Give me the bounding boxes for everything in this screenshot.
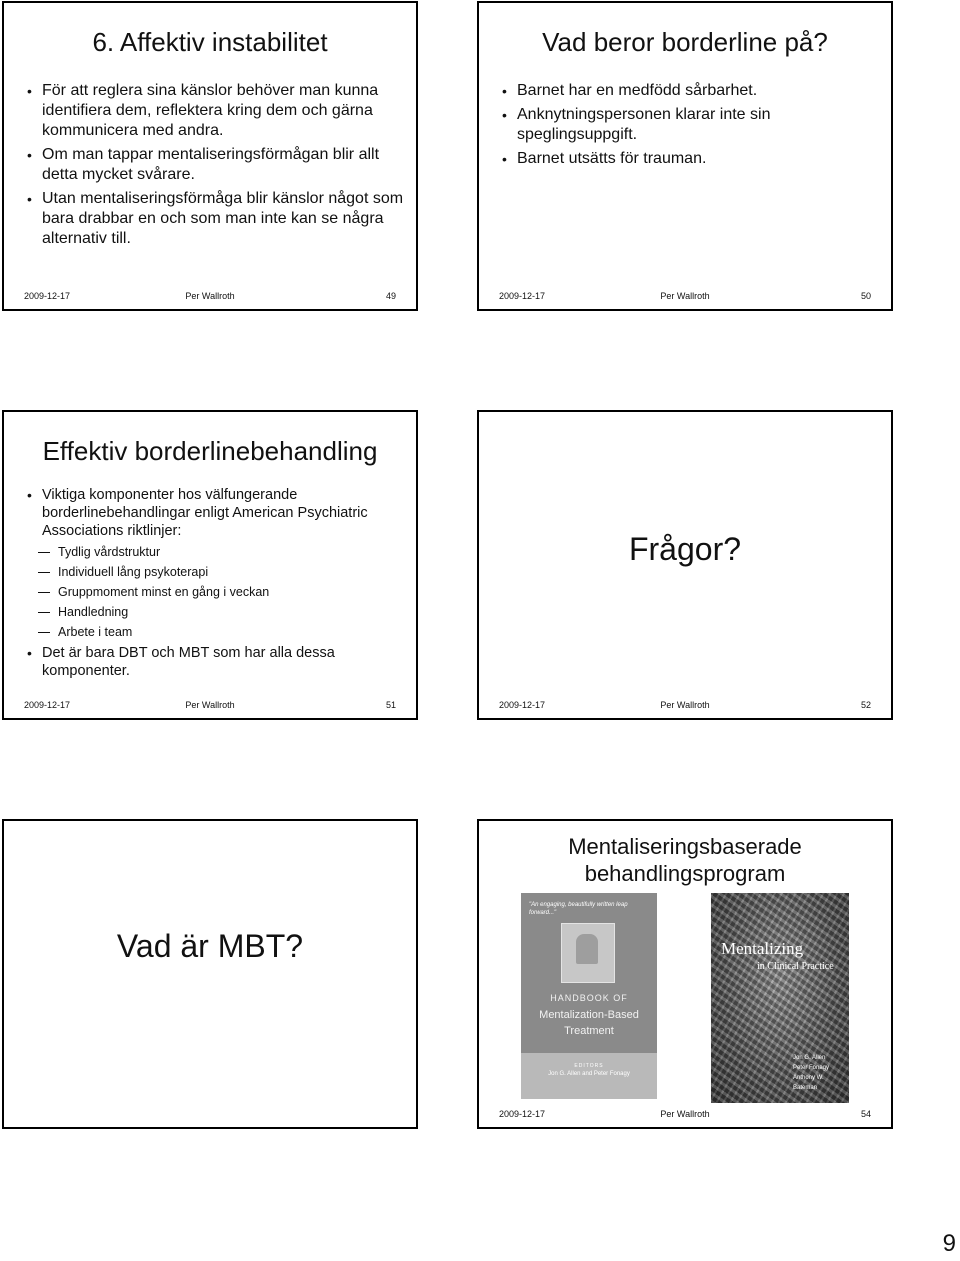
list-item	[26, 486, 406, 642]
footer-author: Per Wallroth	[660, 700, 710, 710]
book-title-line1: HANDBOOK OF	[550, 993, 628, 1003]
bullet-list	[501, 81, 871, 173]
footer-slide-number: 50	[860, 291, 871, 301]
book-title-line2: Mentalization-Based Treatment	[539, 1009, 639, 1037]
cover-photo-icon	[561, 923, 615, 983]
list-item: • Barnet har en medfödd sårbarhet.	[501, 81, 871, 101]
book-cover-handbook	[521, 893, 657, 1099]
sub-list	[26, 542, 406, 642]
bullet-list	[26, 81, 406, 253]
book-authors	[793, 1053, 849, 1093]
slide-title: Vad är MBT?	[116, 928, 304, 964]
slide-footer	[24, 698, 396, 712]
slide-53	[2, 819, 418, 1129]
footer-author: Per Wallroth	[660, 1109, 710, 1119]
page-number: 9	[942, 1230, 956, 1257]
slide-title: Vad beror borderline på?	[542, 27, 828, 57]
sub-list-item: Tydlig vårdstruktur	[26, 542, 406, 562]
sub-list-item: Gruppmoment minst en gång i veckan	[26, 582, 406, 602]
footer-date: 2009-12-17	[24, 291, 71, 301]
footer-date: 2009-12-17	[499, 291, 546, 301]
footer-date: 2009-12-17	[499, 1109, 546, 1119]
list-item: • Barnet utsätts för trauman.	[501, 149, 871, 169]
slide-title: Mentaliseringsbaserade behandlingsprogram	[568, 834, 802, 886]
book-quote: "An engaging, beautifully written leap forward..."	[529, 902, 628, 916]
footer-author: Per Wallroth	[185, 700, 235, 710]
slide-footer	[499, 698, 871, 712]
bullet-list	[26, 486, 406, 682]
footer-author: Per Wallroth	[660, 291, 710, 301]
sub-list-item: Individuell lång psykoterapi	[26, 562, 406, 582]
book-cover-mentalizing	[711, 893, 849, 1103]
list-item-text: Viktiga komponenter hos välfungerande borderlinebehandlingar enligt American Psychiatric Associations riktlinjer:	[42, 487, 368, 539]
footer-slide-number: 51	[385, 700, 396, 710]
book-editors: Jon G. Allen and Peter Fonagy	[548, 1071, 630, 1077]
slide-footer	[24, 289, 396, 303]
list-item: • Anknytningspersonen klarar inte sin speglingsuppgift.	[501, 105, 871, 145]
footer-date: 2009-12-17	[24, 700, 71, 710]
sub-list-item: Arbete i team	[26, 622, 406, 642]
book-author: Peter Fonagy	[793, 1065, 830, 1071]
book-editors-label: EDITORS	[574, 1063, 604, 1069]
list-item: • Utan mentaliseringsförmåga blir känslor något som bara drabbar en och som man inte kan se några alternativ till.	[26, 189, 406, 249]
book-author: Jon G. Allen	[793, 1055, 826, 1061]
footer-slide-number: 54	[860, 1109, 871, 1119]
list-item: • För att reglera sina känslor behöver man kunna identifiera dem, reflektera kring dem och gärna kommunicera med andra.	[26, 81, 406, 141]
slide-54	[477, 819, 893, 1129]
slide-52	[477, 410, 893, 720]
slide-50	[477, 1, 893, 311]
slide-footer	[499, 1107, 871, 1121]
list-item: • Det är bara DBT och MBT som har alla dessa komponenter.	[26, 644, 406, 680]
slide-title: Frågor?	[628, 531, 742, 567]
list-item: • Om man tappar mentaliseringsförmågan blir allt detta mycket svårare.	[26, 145, 406, 185]
footer-slide-number: 49	[385, 291, 396, 301]
footer-date: 2009-12-17	[499, 700, 546, 710]
book-author: Anthony W. Bateman	[793, 1075, 824, 1091]
footer-slide-number: 52	[860, 700, 871, 710]
slide-49	[2, 1, 418, 311]
slide-title: 6. Affektiv instabilitet	[92, 27, 328, 57]
slide-51	[2, 410, 418, 720]
sub-list-item: Handledning	[26, 602, 406, 622]
book-title-line1: Mentalizing	[721, 939, 804, 958]
slide-title: Effektiv borderlinebehandling	[42, 436, 378, 466]
slide-footer	[499, 289, 871, 303]
book-title-line2: in Clinical Practice	[757, 961, 834, 972]
footer-author: Per Wallroth	[185, 291, 235, 301]
